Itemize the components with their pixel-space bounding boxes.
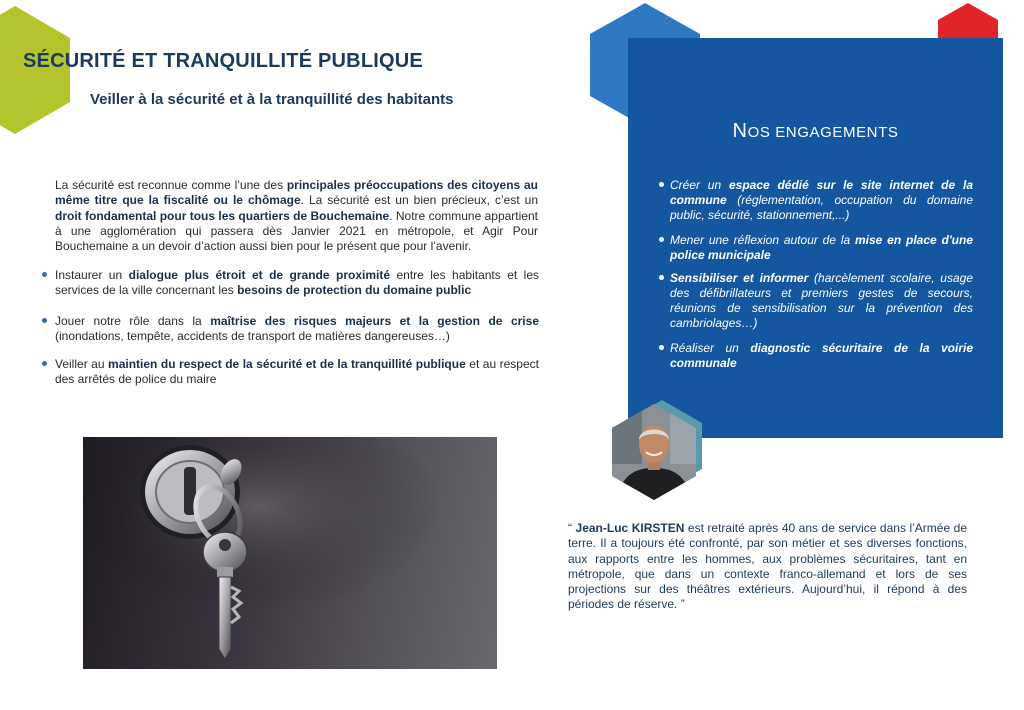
page-subtitle: Veiller à la sécurité et à la tranquillité des habitants — [90, 91, 454, 108]
list-item: Instaurer un dialogue plus étroit et de grande proximité entre les habitants et les services de la ville concernant les besoins de protection du domaine public — [55, 268, 539, 299]
engagements-title: NOS ENGAGEMENTS — [732, 120, 899, 142]
engagement-item: Réaliser un diagnostic sécuritaire de la voirie communale — [670, 341, 973, 371]
bullet-dot-icon — [42, 272, 47, 277]
engagement-item: Créer un espace dédié sur le site internet de la commune (réglementation, occupation du domaine public, sécurité, stationnement,...) — [670, 178, 973, 223]
bullet-dot-icon — [42, 361, 47, 366]
engagement-item: Sensibiliser et informer (harcèlement scolaire, usage des défibrillateurs et premiers gestes de secours, réunions de sensibilisation sur la prévention des cambriolages…) — [670, 271, 973, 331]
key-lock-photo — [83, 437, 497, 669]
key-in-lock-illustration — [83, 437, 497, 669]
list-item: Veiller au maintien du respect de la sécurité et de la tranquillité publique et au respect des arrêtés de police du maire — [55, 357, 539, 388]
intro-paragraph: La sécurité est reconnue comme l’une des principales préoccupations des citoyens au même titre que la fiscalité ou le chômage. La sécurité est un bien précieux, c’est un droit fondamental pour tous les quartiers de Bouchemaine. Notre commune appartient à une agglomération qui passera dès Janvier 2021 en métropole, et Agir Pour Bouchemaine a un devoir d’action aussi bien pour le présent que pour l’avenir. — [55, 178, 538, 254]
page-title: SÉCURITÉ ET TRANQUILLITÉ PUBLIQUE — [23, 50, 423, 72]
bullet-dot-icon — [659, 237, 664, 242]
bullet-dot-icon — [659, 275, 664, 280]
list-item: Jouer notre rôle dans la maîtrise des risques majeurs et la gestion de crise (inondations, tempête, accidents de transport de matières dangereuses…) — [55, 314, 539, 345]
bullet-dot-icon — [42, 318, 47, 323]
engagement-item: Mener une réflexion autour de la mise en place d'une police municipale — [670, 233, 973, 263]
bullet-dot-icon — [659, 345, 664, 350]
bullet-dot-icon — [659, 182, 664, 187]
testimonial-quote: “ Jean-Luc KIRSTEN est retraité après 40 ans de service dans l’Armée de terre. Il a toujours été confronté, par son métier et ses diverses fonctions, aux rapports entre les hommes, aux problèmes sécuritaires, tant en métropole, que dans un contexte franco-allemand et lors de ses projections sur des théâtres extérieurs. Aujourd’hui, il répond à des périodes de réserve. ” — [568, 521, 967, 612]
